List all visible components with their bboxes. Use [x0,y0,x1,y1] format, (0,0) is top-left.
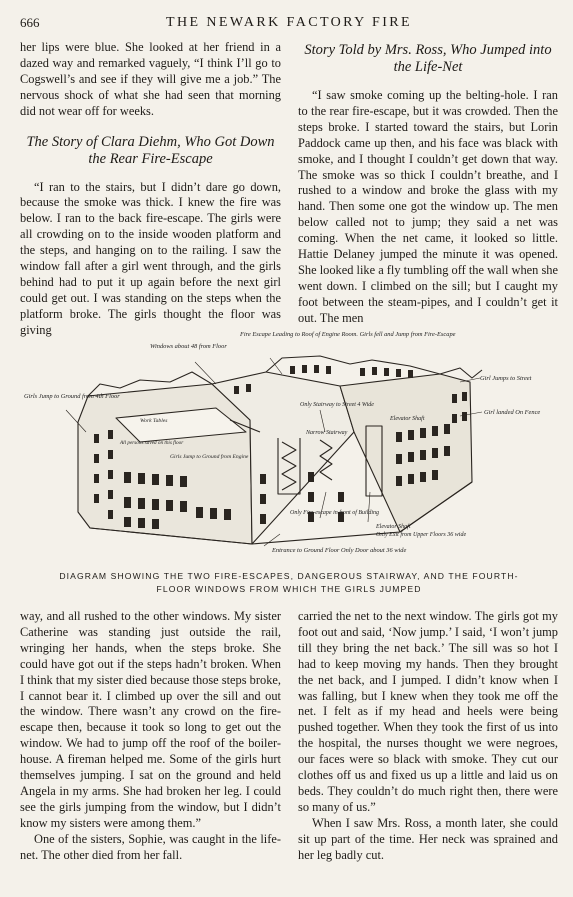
label-girl-landed-fence: Girl landed On Fence [484,409,541,416]
svg-text:Entrance to Ground Floor Only [271,547,406,554]
page-number: 666 [20,15,40,30]
label-entrance-ground-floor: Entrance to Ground Floor Only Door about 36 wide [272,547,407,554]
svg-text:Only Stairway to Street 4 Wide [300,401,374,408]
svg-text:Girl landed On Fence [484,409,540,416]
svg-text:Narrow Stairway [305,430,348,436]
svg-text:Girl Jumps to Street [480,375,532,382]
paragraph: carried the net to the next window. The girls got my foot out and said, ‘Now jump.’ I said, ‘I won’t jump till they bring the net back.’ The sill was so hot I had to keep moving my hands. Then they brought the net back, and I jumped. I didn’t know when I was falling, but I knew when they took me off the net. I felt as if my head and heels were being pushed together. When they took the first of us into the hospital, the nurses thought we were negroes, our faces were so black with smoke. They cut our clothes off us and fixed us up a little and laid us on beds. They couldn’t do much right then, there were so many of us.” [298,609,558,814]
label-elevator-shaft-top: Elevator Shaft [390,416,425,422]
label-elevator-shaft-bottom: Elevator Shaft [376,524,411,530]
svg-text:Fire Escape Leading to Roof of [239,331,456,338]
running-title: THE NEWARK FACTORY FIRE [166,15,412,30]
caption-line: FLOOR WINDOWS FROM WHICH THE GIRLS JUMPED [156,584,422,594]
figure-caption [40,570,538,596]
label-windows-above-floor: Windows about 48 from Floor [150,343,227,350]
label-work-tables: Work Tables [140,418,168,424]
svg-text:Elevator Shaft [375,523,411,530]
page-header [20,15,558,33]
label-girls-jump-ground: Girls Jump to Ground from 4th Floor [24,393,120,400]
svg-text:Work Tables [140,418,167,424]
svg-text:Only Exit from Upper Floors 36 [376,531,466,538]
label-only-exit-upper-floors: Only Exit from Upper Floors 36 wide [376,532,467,538]
svg-text:Girls Jump to Ground from Engi [170,453,249,460]
svg-text:All persons saved on this floo [119,439,184,446]
label-fire-escape-roof: Fire Escape Leading to Roof of Engine Room. Girls fell and Jump from Fire-Escape [240,331,456,338]
label-only-stairway: Only Stairway to Street 4 Wide [300,402,374,408]
label-narrow-stairway: Narrow Stairway [306,430,348,436]
left-column-bottom [20,609,281,864]
right-column-top [298,42,558,327]
svg-text:Girls Jump to Ground from 4th [24,393,120,400]
left-column-top [20,40,281,339]
label-girls-jump-engine: Girls Jump to Ground from Engine [170,454,249,460]
paragraph: When I saw Mrs. Ross, a month later, she could sit up part of the time. Her neck was sprained and her leg badly cut. [298,815,558,862]
svg-text:Windows about 48 from Floor [150,343,227,350]
svg-text:Only Fire-escape in front of B [290,509,379,516]
building-diagram [20,322,558,567]
svg-text:Elevator Shaft [389,415,425,422]
paragraph: One of the sisters, Sophie, was caught in the life-net. The other died from her fall. [20,831,281,862]
caption-line: DIAGRAM SHOWING THE TWO FIRE-ESCAPES, DANGEROUS STAIRWAY, AND THE FOURTH- [59,571,519,581]
section-heading-clara-diehm: The Story of Clara Diehm, Who Got Down the Rear Fire-Escape [26,133,275,167]
label-all-persons-saved: All persons saved on this floor [120,440,184,446]
label-only-fire-escape: Only Fire-escape in front of Building [290,510,380,516]
label-girl-jumps-street: Girl Jumps to Street [480,375,532,382]
paragraph: way, and all rushed to the other windows. My sister Catherine was standing just outside the rail, wringing her hands, when the steps broke. She could have got out if the steps hadn’t broken. When I think that my sister died because those steps broke, I cannot bear it. I climbed up over the sill and out the window. There wasn’t any crowd on the fire-escape then, because it took so long to get out the window. We had to jump off the roof of the boiler-house. A fireman helped me. Some of the girls hurt themselves jumping. I sat on the ground and held Angela in my arms. She had broken her leg. I could see the girls jumping from the window, but I didn’t know my sisters were among them.” [20,609,281,830]
paragraph: “I saw smoke coming up the belting-hole. I ran to the rear fire-escape, but it was crowded. Then the steps broke. I started toward the stairs, but Lorin Paddock came up then, and his face was black with smoke, and I thought I couldn’t get down that way. The smoke was so thick I couldn’t breathe, and I rushed to a window and broke the glass with my hand. Then some one got the window up. The men below called not to jump; they said a net was coming. When the net came, it looked so little. Hattie Delaney jumped the minute it was opened. She looked like a fly tumbling off the wall when she went down. I climbed on the sill; but I caught my foot between the steam-pipes, and I couldn’t get it out. The men [298,88,558,325]
section-heading-mrs-ross: Story Told by Mrs. Ross, Who Jumped into the Life-Net [304,42,552,75]
paragraph: her lips were blue. She looked at her friend in a dazed way and remarked vaguely, “I think I’ll go to Cogswell’s and see if they will give me a job.” The nervous shock of what she had seen that morning did not wear off for weeks. [20,40,281,118]
right-column-bottom [298,609,558,864]
paragraph: “I ran to the stairs, but I didn’t dare go down, because the smoke was thick. I knew the fire was below. I ran to the back fire-escape. The girls were all crowding on to the inside wooden platform and the steps, and hanging on to the railing. I saw the window fall after a girl went through, and the girls behind had to put it up again before the next girl could get out. I was standing on the steps when the platform broke. The girls thought the floor was giving [20,179,281,337]
